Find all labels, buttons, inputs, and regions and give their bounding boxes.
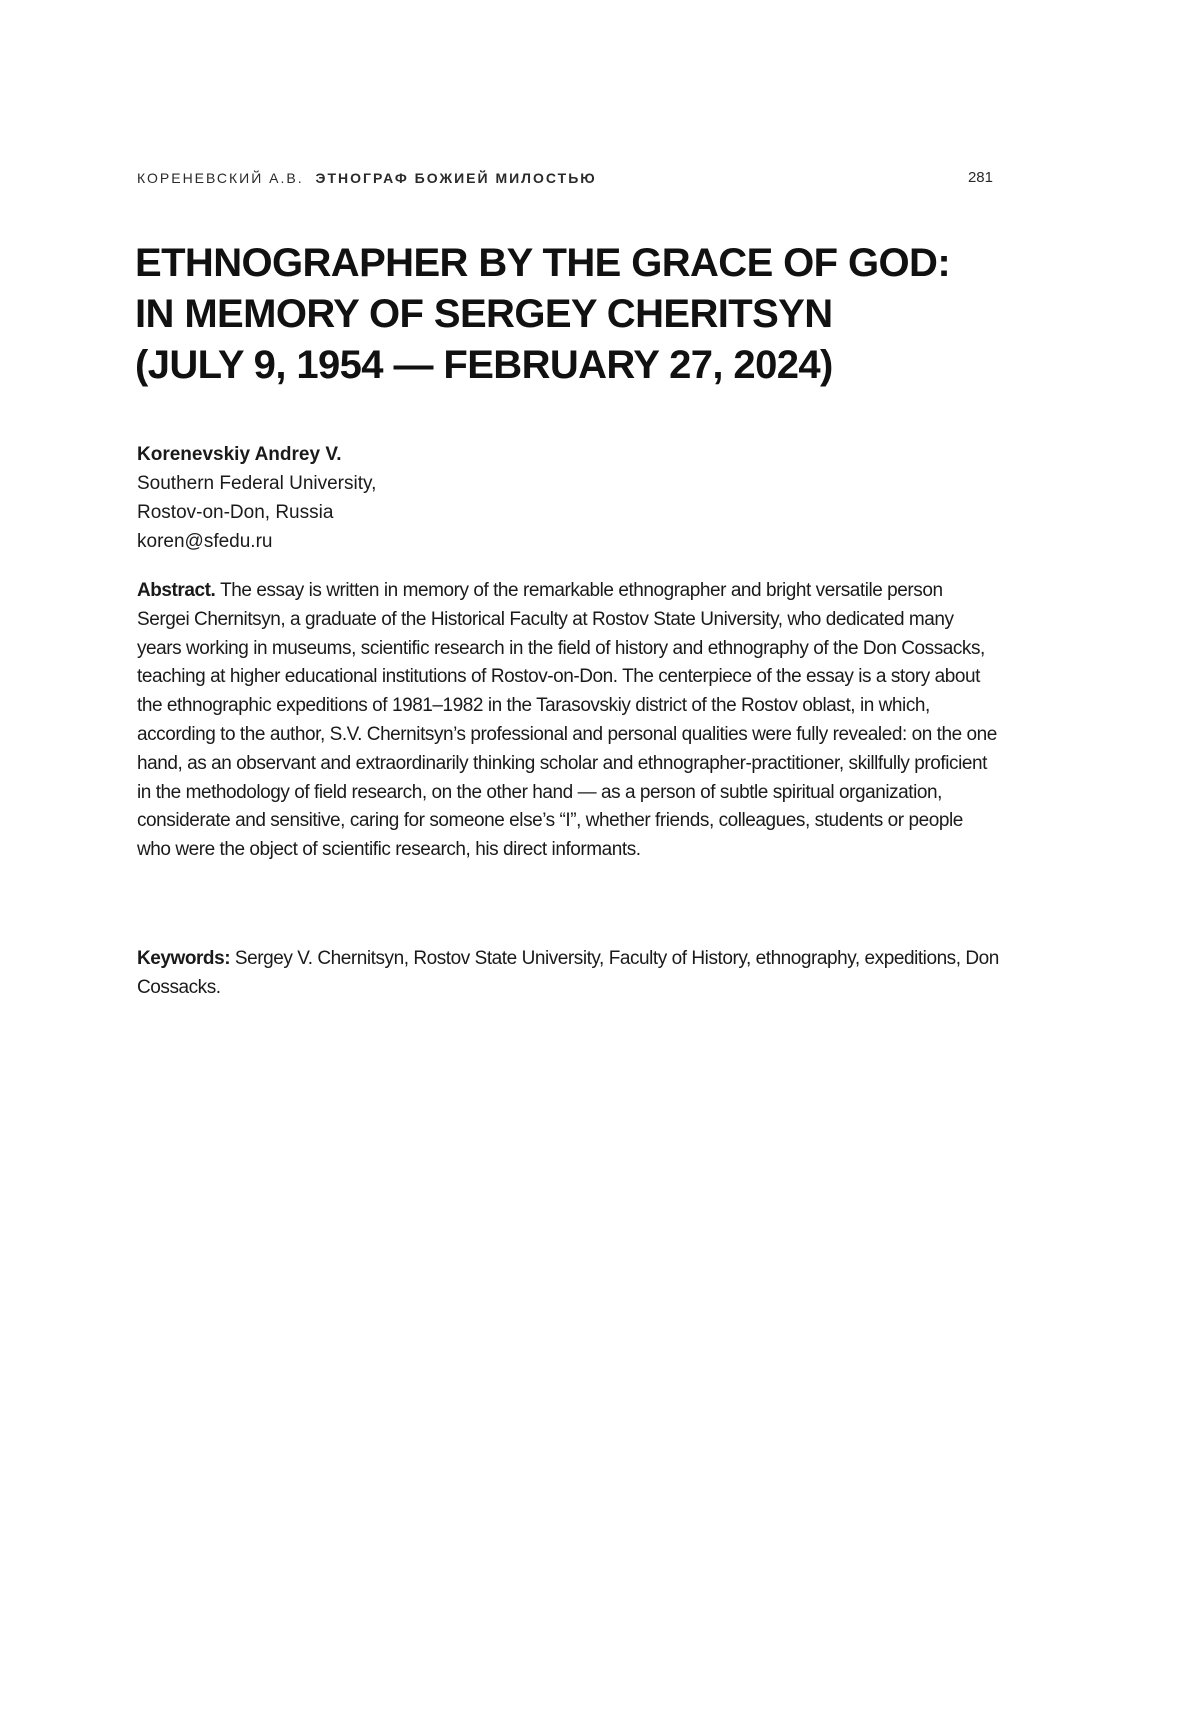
keywords-label: Keywords: — [137, 948, 235, 969]
title-line-1: ETHNOGRAPHER BY THE GRACE OF GOD: — [135, 241, 951, 285]
keywords-text: Sergey V. Chernitsyn, Rostov State University, Faculty of History, ethnography, expeditions, Don Cossacks. — [137, 948, 999, 998]
running-header — [137, 167, 993, 189]
header-short-title: ЭТНОГРАФ БОЖИЕЙ МИЛОСТЬЮ — [315, 170, 597, 186]
abstract-label: Abstract. — [137, 580, 221, 601]
author-affiliation — [137, 440, 837, 556]
title-line-3: (JULY 9, 1954 — FEBRUARY 27, 2024) — [135, 343, 833, 387]
author-location: Rostov-on-Don, Russia — [137, 502, 334, 523]
header-author: КОРЕНЕВСКИЙ А.В. — [137, 170, 304, 186]
author-institution: Southern Federal University, — [137, 473, 377, 494]
author-email: koren@sfedu.ru — [137, 531, 273, 552]
keywords — [137, 945, 999, 1003]
title-line-2: IN MEMORY OF SERGEY CHERITSYN — [135, 292, 833, 336]
abstract-text: The essay is written in memory of the remarkable ethnographer and bright versatile person Sergei Chernitsyn, a graduate of the Historical Faculty at Rostov State University, who dedicated many years working in museums, scientific research in the field of history and ethnography of the Don Cossacks, teaching at higher educational institutions of Rostov-on-Don. The centerpiece of the essay is a story about the ethnographic expeditions of 1981–1982 in the Tarasovskiy district of the Rostov oblast, in which, according to the author, S.V. Chernitsyn’s professional and personal qualities were fully revealed: on the one hand, as an observant and extraordinarily thinking scholar and ethnographer-practitioner, skillfully proficient in the methodology of field research, on the other hand — as a person of subtle spiritual organization, considerate and sensitive, caring for someone else’s “I”, whether friends, colleagues, students or people who were the object of scientific research, his direct informants. — [137, 580, 997, 861]
page-number: 281 — [967, 169, 993, 186]
abstract — [137, 577, 999, 865]
author-name: Korenevskiy Andrey V. — [137, 444, 342, 465]
article-title — [135, 238, 1035, 391]
